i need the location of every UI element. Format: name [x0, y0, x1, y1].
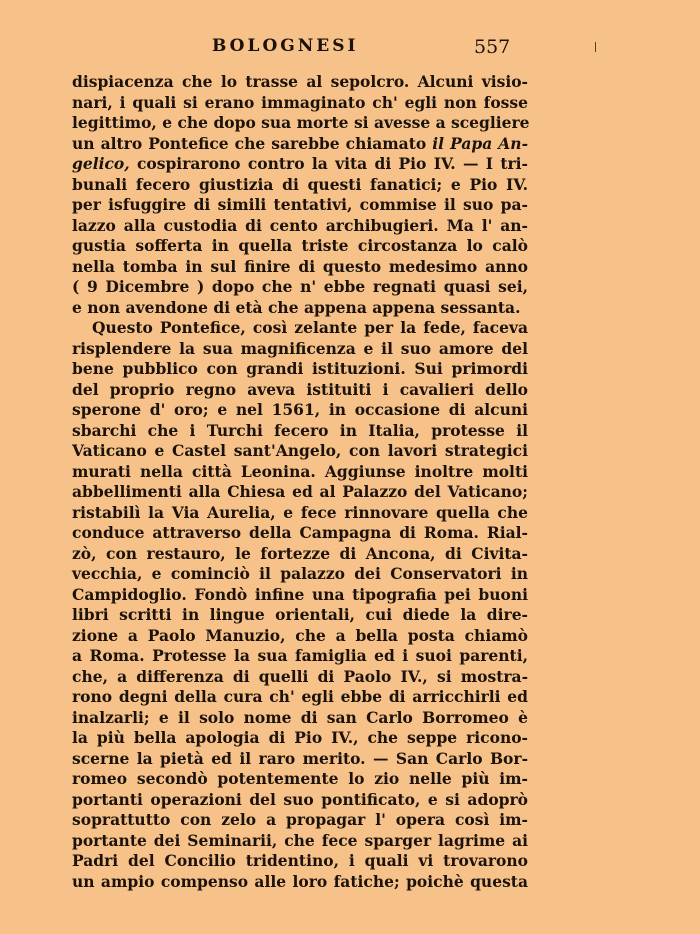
text-line: gustia sofferta in quella triste circostanza lo calò	[72, 236, 528, 255]
italic-phrase: il Papa An-	[432, 133, 528, 153]
page-number: 557	[474, 36, 511, 58]
text-line: abbellimenti alla Chiesa ed al Palazzo del Vaticano;	[72, 482, 528, 501]
text-line: ( 9 Dicembre ) dopo che n' ebbe regnati quasi sei,	[72, 277, 528, 296]
text-line: sperone d' oro; e nel 1561, in occasione di alcuni	[72, 400, 528, 419]
text-line: soprattutto con zelo a propagar l' opera così im-	[72, 810, 528, 829]
italic-phrase: gelico,	[72, 154, 130, 173]
text-line: un ampio compenso alle loro fatiche; poichè questa	[72, 871, 528, 891]
print-mark	[595, 42, 596, 52]
text-line: rono degni della cura ch' egli ebbe di arricchirli ed	[72, 687, 528, 706]
text-line: zione a Paolo Manuzio, che a bella posta chiamò	[72, 625, 528, 645]
text-line: dispiacenza che lo trasse al sepolcro. Alcuni visio-	[72, 72, 528, 91]
text-line: romeo secondò potentemente lo zio nelle più im-	[72, 769, 528, 788]
text-line: nari, i quali si erano immaginato ch' egli non fosse	[72, 92, 528, 112]
text-line-part: cospirarono contro la vita di Pio IV. — I tri-	[129, 154, 528, 173]
text-line: conduce attraverso della Campagna di Roma. Rial-	[72, 523, 528, 542]
text-line: scerne la pietà ed il raro merito. — San Carlo Bor-	[72, 748, 528, 768]
text-line: Padri del Concilio tridentino, i quali vi trovarono	[72, 851, 528, 870]
text-line-part: un altro Pontefice che sarebbe chiamato	[72, 133, 433, 153]
text-line: Campidoglio. Fondò infine una tipografia pei buoni	[72, 584, 528, 604]
body-text	[72, 72, 528, 892]
text-line: nella tomba in sul finire di questo medesimo anno	[72, 256, 528, 276]
text-line: libri scritti in lingue orientali, cui diede la dire-	[72, 605, 528, 624]
text-line: zò, con restauro, le fortezze di Ancona, di Civita-	[72, 543, 528, 563]
text-line: risplendere la sua magnificenza e il suo amore del	[72, 338, 528, 358]
text-line: portante dei Seminarii, che fece sparger lagrime ai	[72, 830, 528, 850]
text-line: che, a differenza di quelli di Paolo IV., si mostra-	[72, 666, 528, 686]
text-line	[72, 134, 528, 155]
text-line: a Roma. Protesse la sua famiglia ed i suoi parenti,	[72, 646, 528, 665]
text-line: bene pubblico con grandi istituzioni. Sui primordi	[72, 359, 528, 378]
text-line: vecchia, e cominciò il palazzo dei Conservatori in	[72, 564, 528, 583]
text-line: per isfuggire di simili tentativi, commise il suo pa-	[72, 195, 528, 214]
text-line: la più bella apologia di Pio IV., che seppe ricono-	[72, 728, 528, 747]
text-line: Questo Pontefice, così zelante per la fede, faceva	[92, 318, 528, 337]
text-line: portanti operazioni del suo pontificato, e si adoprò	[72, 789, 528, 809]
text-line: Vaticano e Castel sant'Angelo, con lavori strategici	[72, 441, 528, 460]
text-line: inalzarli; e il solo nome di san Carlo Borromeo è	[72, 707, 528, 727]
text-line	[72, 154, 528, 175]
text-line: e non avendone di età che appena appena sessanta.	[72, 297, 521, 317]
text-line: sbarchi che i Turchi fecero in Italia, protesse il	[72, 420, 528, 440]
text-line: bunali fecero giustizia di questi fanatici; e Pio IV.	[72, 174, 528, 194]
text-line: ristabilì la Via Aurelia, e fece rinnovare quella che	[72, 502, 528, 522]
text-line: legittimo, e che dopo sua morte si avesse a scegliere	[72, 113, 530, 132]
running-header-title: BOLOGNESI	[212, 36, 359, 56]
text-line: del proprio regno aveva istituiti i cavalieri dello	[72, 379, 528, 399]
text-line: lazzo alla custodia di cento archibugieri. Ma l' an-	[72, 215, 528, 235]
text-line: murati nella città Leonina. Aggiunse inoltre molti	[72, 461, 528, 481]
